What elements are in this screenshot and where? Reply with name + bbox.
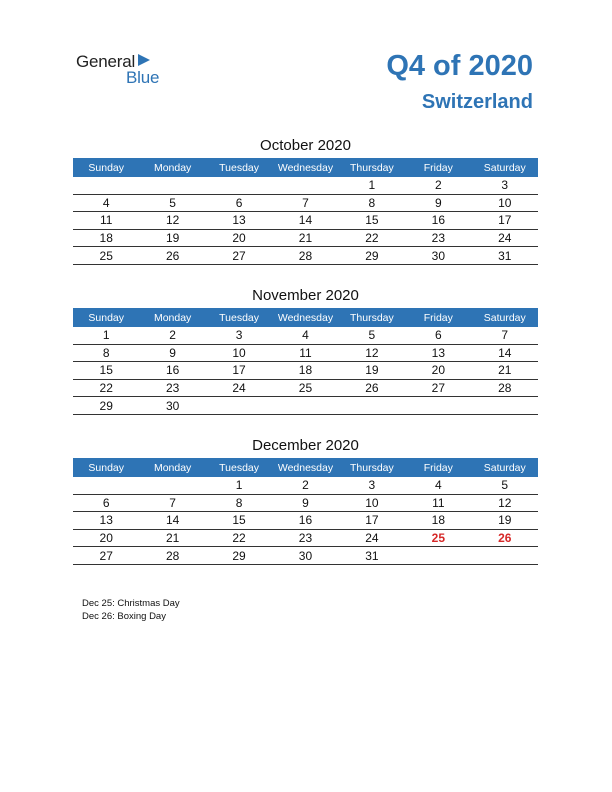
week-row xyxy=(73,194,538,212)
day-cell: 1 xyxy=(339,177,405,194)
day-cell: 14 xyxy=(272,212,338,230)
day-cell: 3 xyxy=(206,327,272,344)
calendar-table xyxy=(73,308,538,415)
day-cell: 17 xyxy=(339,512,405,530)
day-cell: 21 xyxy=(272,229,338,247)
day-cell: 26 xyxy=(339,379,405,397)
day-cell: 30 xyxy=(405,247,471,265)
page-subtitle: Switzerland xyxy=(421,91,533,113)
day-cell: 7 xyxy=(272,194,338,212)
day-cell: 3 xyxy=(472,177,538,194)
day-cell xyxy=(272,397,338,415)
day-cell: 22 xyxy=(339,229,405,247)
day-cell xyxy=(405,547,471,565)
day-cell: 4 xyxy=(405,477,471,494)
holiday-note: Dec 26: Boxing Day xyxy=(82,611,166,622)
day-cell xyxy=(139,477,205,494)
day-cell: 25 xyxy=(272,379,338,397)
weekday-header: Tuesday xyxy=(206,308,272,327)
day-cell: 26 xyxy=(139,247,205,265)
day-cell: 2 xyxy=(139,327,205,344)
weekday-header: Sunday xyxy=(73,308,139,327)
day-cell: 9 xyxy=(139,344,205,362)
weekday-header: Friday xyxy=(405,308,471,327)
weekday-header: Saturday xyxy=(472,308,538,327)
day-cell: 20 xyxy=(206,229,272,247)
holiday-note: Dec 25: Christmas Day xyxy=(82,598,180,609)
day-cell: 23 xyxy=(139,379,205,397)
weekday-header: Tuesday xyxy=(206,158,272,177)
weekday-header: Wednesday xyxy=(272,158,338,177)
day-cell: 28 xyxy=(472,379,538,397)
weekday-header: Thursday xyxy=(339,158,405,177)
day-cell xyxy=(206,177,272,194)
day-cell: 25 xyxy=(73,247,139,265)
week-row xyxy=(73,327,538,344)
day-cell xyxy=(272,177,338,194)
week-row xyxy=(73,547,538,565)
month-december xyxy=(73,436,538,565)
week-row xyxy=(73,229,538,247)
day-cell: 5 xyxy=(472,477,538,494)
day-cell: 24 xyxy=(339,529,405,547)
week-row xyxy=(73,529,538,547)
day-cell: 29 xyxy=(339,247,405,265)
day-cell xyxy=(73,177,139,194)
day-cell xyxy=(73,477,139,494)
day-cell: 19 xyxy=(472,512,538,530)
day-cell: 20 xyxy=(73,529,139,547)
week-row xyxy=(73,362,538,380)
day-cell: 6 xyxy=(73,494,139,512)
week-row xyxy=(73,397,538,415)
day-cell: 28 xyxy=(139,547,205,565)
day-cell: 2 xyxy=(405,177,471,194)
day-cell: 11 xyxy=(272,344,338,362)
month-title: November 2020 xyxy=(252,287,359,304)
week-row xyxy=(73,477,538,494)
day-cell: 8 xyxy=(339,194,405,212)
weekday-header: Sunday xyxy=(73,158,139,177)
day-cell: 14 xyxy=(139,512,205,530)
day-cell: 22 xyxy=(206,529,272,547)
day-cell: 30 xyxy=(272,547,338,565)
calendar-table xyxy=(73,458,538,565)
day-cell: 8 xyxy=(206,494,272,512)
day-cell: 24 xyxy=(206,379,272,397)
weekday-header: Thursday xyxy=(339,458,405,477)
day-cell: 7 xyxy=(472,327,538,344)
day-cell xyxy=(472,547,538,565)
day-cell: 27 xyxy=(405,379,471,397)
day-cell: 1 xyxy=(73,327,139,344)
day-cell: 12 xyxy=(139,212,205,230)
logo-blue-text: Blue xyxy=(126,68,160,87)
week-row xyxy=(73,512,538,530)
week-row xyxy=(73,212,538,230)
day-cell: 1 xyxy=(206,477,272,494)
day-cell: 21 xyxy=(139,529,205,547)
calendar-table xyxy=(73,158,538,265)
week-row xyxy=(73,494,538,512)
day-cell: 16 xyxy=(405,212,471,230)
week-row xyxy=(73,379,538,397)
day-cell: 21 xyxy=(472,362,538,380)
weekday-header: Wednesday xyxy=(272,308,338,327)
day-cell: 10 xyxy=(339,494,405,512)
day-cell: 14 xyxy=(472,344,538,362)
day-cell: 4 xyxy=(272,327,338,344)
day-cell: 18 xyxy=(272,362,338,380)
day-cell: 31 xyxy=(339,547,405,565)
logo xyxy=(76,52,186,92)
weekday-header: Monday xyxy=(139,458,205,477)
day-cell: 12 xyxy=(472,494,538,512)
weekday-header: Sunday xyxy=(73,458,139,477)
day-cell: 16 xyxy=(139,362,205,380)
week-row xyxy=(73,177,538,194)
day-cell: 9 xyxy=(272,494,338,512)
day-cell: 17 xyxy=(206,362,272,380)
weekday-header: Thursday xyxy=(339,308,405,327)
weekday-header: Saturday xyxy=(472,458,538,477)
day-cell xyxy=(206,397,272,415)
day-cell: 23 xyxy=(405,229,471,247)
day-cell: 11 xyxy=(405,494,471,512)
day-cell: 9 xyxy=(405,194,471,212)
day-cell: 27 xyxy=(206,247,272,265)
day-cell: 25 xyxy=(405,529,471,547)
day-cell: 13 xyxy=(73,512,139,530)
day-cell: 10 xyxy=(472,194,538,212)
day-cell: 30 xyxy=(139,397,205,415)
day-cell: 18 xyxy=(73,229,139,247)
weekday-header: Saturday xyxy=(472,158,538,177)
month-november xyxy=(73,286,538,415)
day-cell: 16 xyxy=(272,512,338,530)
day-cell: 5 xyxy=(339,327,405,344)
weekday-header: Friday xyxy=(405,458,471,477)
day-cell: 29 xyxy=(206,547,272,565)
day-cell: 7 xyxy=(139,494,205,512)
weekday-header-row xyxy=(73,308,538,327)
weekday-header: Wednesday xyxy=(272,458,338,477)
day-cell: 15 xyxy=(339,212,405,230)
day-cell: 22 xyxy=(73,379,139,397)
day-cell xyxy=(472,397,538,415)
day-cell: 12 xyxy=(339,344,405,362)
day-cell: 15 xyxy=(206,512,272,530)
logo-general-text: General xyxy=(76,52,136,71)
day-cell xyxy=(339,397,405,415)
weekday-header-row xyxy=(73,158,538,177)
day-cell: 10 xyxy=(206,344,272,362)
day-cell xyxy=(405,397,471,415)
day-cell: 19 xyxy=(339,362,405,380)
weekday-header: Monday xyxy=(139,158,205,177)
day-cell: 13 xyxy=(405,344,471,362)
day-cell xyxy=(139,177,205,194)
day-cell: 5 xyxy=(139,194,205,212)
day-cell: 19 xyxy=(139,229,205,247)
holiday-notes xyxy=(82,597,180,623)
week-row xyxy=(73,344,538,362)
day-cell: 6 xyxy=(206,194,272,212)
day-cell: 23 xyxy=(272,529,338,547)
week-row xyxy=(73,247,538,265)
weekday-header: Friday xyxy=(405,158,471,177)
day-cell: 8 xyxy=(73,344,139,362)
month-title: October 2020 xyxy=(260,137,351,154)
weekday-header-row xyxy=(73,458,538,477)
day-cell: 3 xyxy=(339,477,405,494)
weekday-header: Monday xyxy=(139,308,205,327)
day-cell: 27 xyxy=(73,547,139,565)
flag-icon xyxy=(138,54,150,66)
month-title: December 2020 xyxy=(252,437,359,454)
day-cell: 11 xyxy=(73,212,139,230)
day-cell: 4 xyxy=(73,194,139,212)
day-cell: 15 xyxy=(73,362,139,380)
weekday-header: Tuesday xyxy=(206,458,272,477)
day-cell: 17 xyxy=(472,212,538,230)
day-cell: 29 xyxy=(73,397,139,415)
day-cell: 26 xyxy=(472,529,538,547)
day-cell: 13 xyxy=(206,212,272,230)
day-cell: 31 xyxy=(472,247,538,265)
day-cell: 28 xyxy=(272,247,338,265)
day-cell: 20 xyxy=(405,362,471,380)
month-october xyxy=(73,136,538,265)
page-title: Q4 of 2020 xyxy=(386,50,533,82)
day-cell: 2 xyxy=(272,477,338,494)
day-cell: 24 xyxy=(472,229,538,247)
day-cell: 6 xyxy=(405,327,471,344)
day-cell: 18 xyxy=(405,512,471,530)
